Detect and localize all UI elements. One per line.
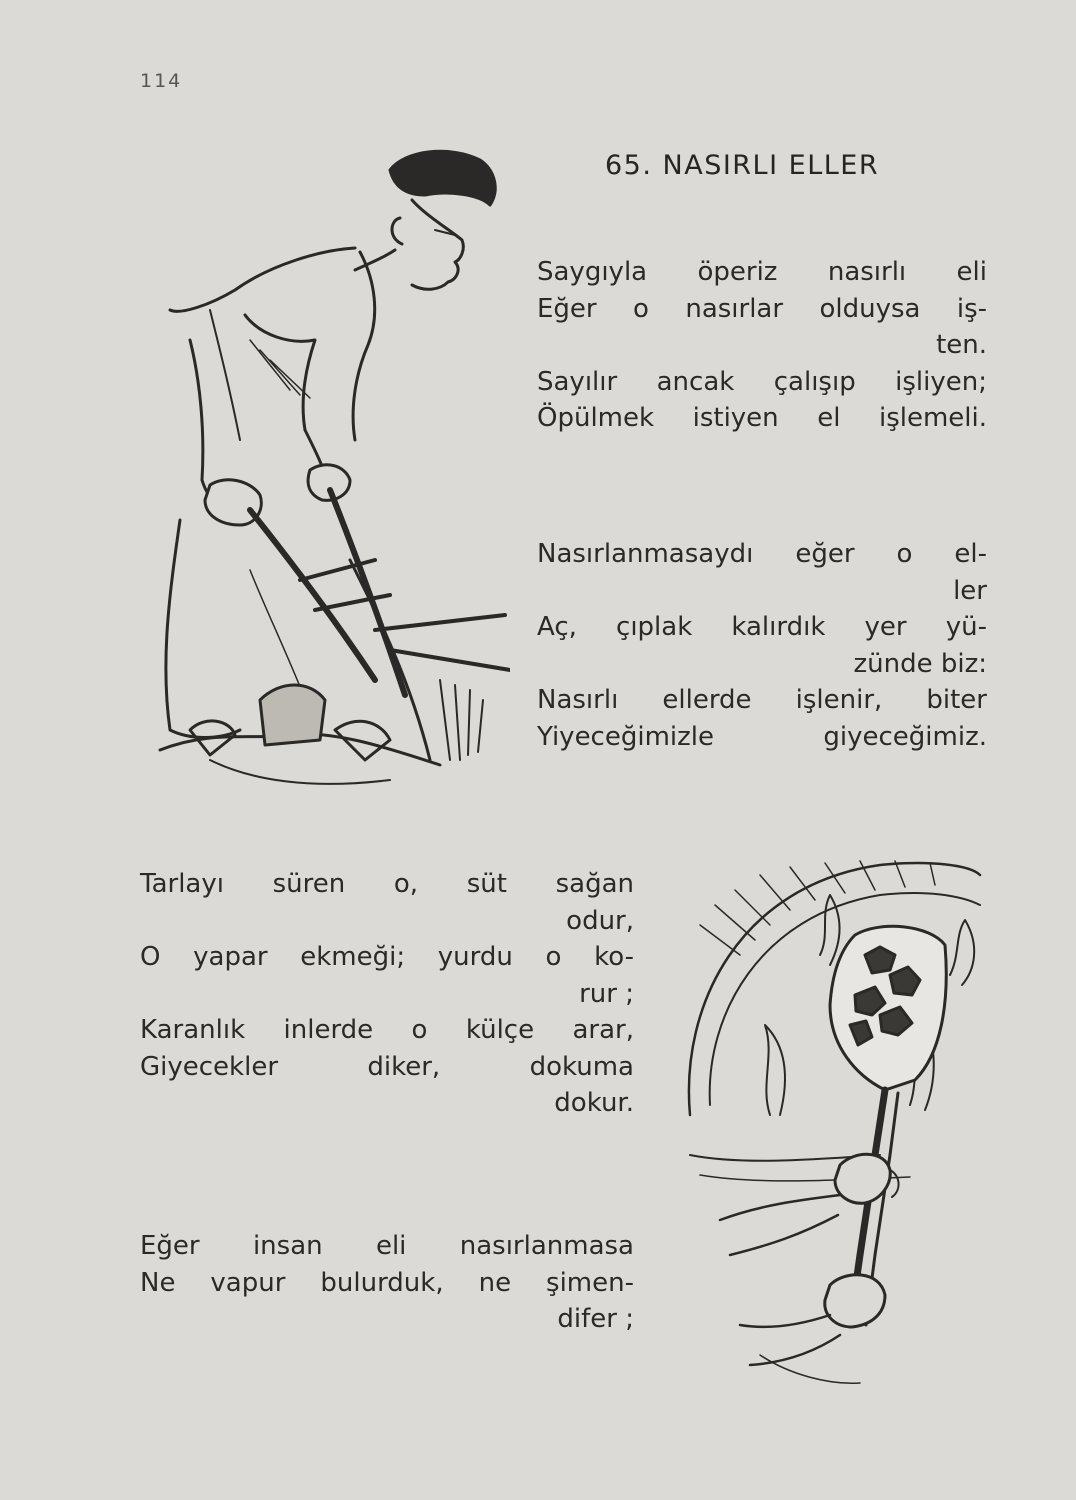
verse-line: Aç, çıplak kalırdık yer yü- — [537, 612, 987, 642]
verse-line-continuation: difer ; — [557, 1304, 634, 1334]
page-number: 114 — [140, 70, 183, 92]
poem-title: 65. NASIRLI ELLER — [605, 150, 880, 181]
verse-line: Saygıyla öperiz nasırlı eli — [537, 257, 987, 287]
verse-line: Nasırlanmasaydı eğer o el- — [537, 539, 987, 569]
verse-line: Ne vapur bulurduk, ne şimen- — [140, 1267, 634, 1298]
stanza-3 — [140, 866, 634, 1122]
verse-line: Eğer o nasırlar olduysa iş- — [537, 293, 987, 324]
worker-plowing-illustration — [150, 140, 510, 805]
verse-line: Giyecekler diker, dokuma — [140, 1051, 634, 1082]
verse-line-continuation: ler — [953, 575, 987, 606]
verse-line: Eğer insan eli nasırlanmasa — [140, 1231, 634, 1261]
verse-line-continuation: rur ; — [579, 978, 634, 1009]
verse-line: Yiyeceğimizle giyeceğimiz. — [537, 721, 987, 752]
verse-line-continuation: ten. — [936, 330, 987, 360]
verse-line: Tarlayı süren o, süt sağan — [140, 869, 634, 899]
stanza-2 — [537, 536, 987, 755]
verse-line: Öpülmek istiyen el işlemeli. — [537, 403, 987, 433]
verse-line-continuation: zünde biz: — [853, 648, 987, 679]
verse-line-continuation: odur, — [566, 905, 634, 936]
verse-line: Sayılır ancak çalışıp işliyen; — [537, 366, 987, 397]
stanza-4 — [140, 1228, 634, 1338]
verse-line: Nasırlı ellerde işlenir, biter — [537, 685, 987, 715]
verse-line: O yapar ekmeği; yurdu o ko- — [140, 942, 634, 972]
shovel-furnace-illustration — [680, 855, 990, 1395]
verse-line: Karanlık inlerde o külçe arar, — [140, 1015, 634, 1045]
stanza-1 — [537, 254, 987, 437]
verse-line-continuation: dokur. — [554, 1088, 634, 1118]
